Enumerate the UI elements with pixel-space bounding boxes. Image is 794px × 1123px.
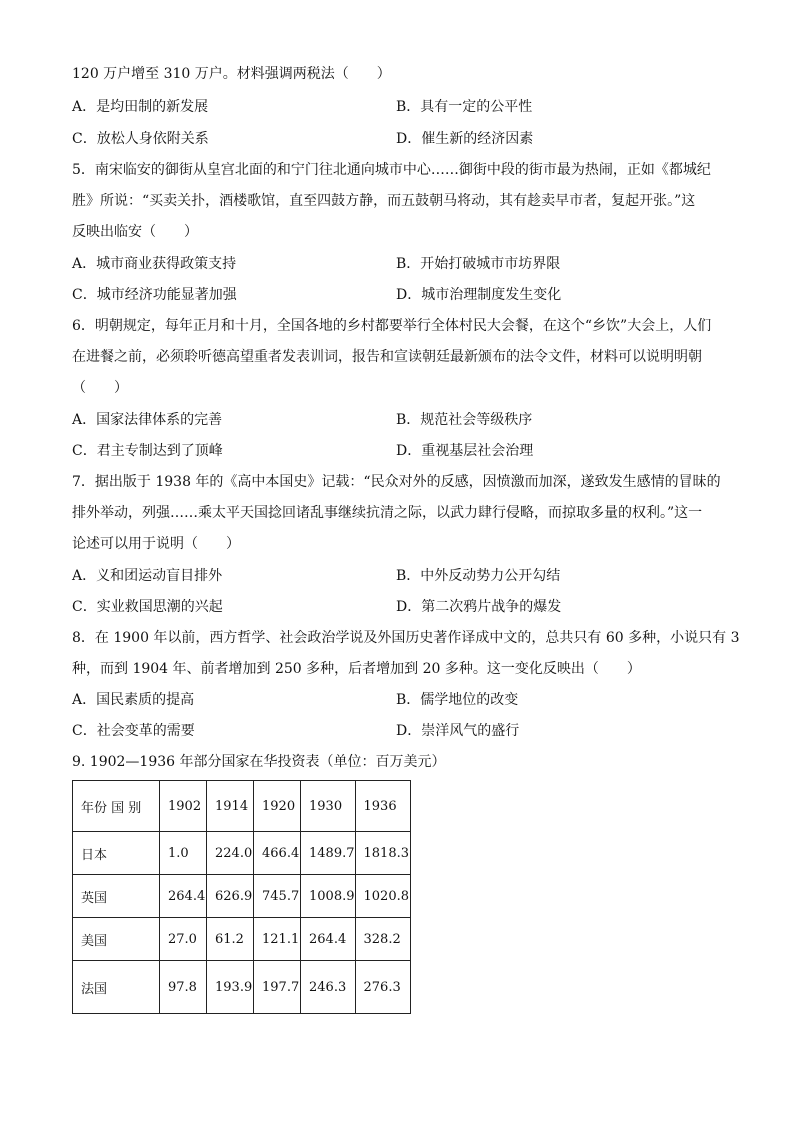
table-row [73, 832, 411, 875]
q4-stem: 120 万户增至 310 万户。材料强调两税法（ ） [72, 66, 391, 82]
q7-stem-line-1: 7．据出版于 1938 年的《高中本国史》记载：“民众对外的反感，因愤激而加深，遂致发生感情的冒昧的 [72, 474, 721, 490]
q8-option-a: A．国民素质的提高 [72, 692, 195, 708]
table-cell: 97.8 [160, 961, 207, 1014]
table-cell: 61.2 [207, 918, 254, 961]
q6-option-d: D．重视基层社会治理 [396, 443, 534, 459]
table-header-cell: 1920 [254, 781, 301, 832]
table-cell: 1008.9 [301, 875, 356, 918]
q5-stem-line-3: 反映出临安（ ） [72, 224, 198, 240]
q4-option-c: C．放松人身依附关系 [72, 131, 209, 147]
q6-stem-line-3: （ ） [72, 380, 128, 396]
table-header-cell: 1936 [355, 781, 410, 832]
q7-option-c: C．实业救国思潮的兴起 [72, 599, 223, 615]
q8-option-d: D．崇洋风气的盛行 [396, 723, 520, 739]
q4-option-d: D．催生新的经济因素 [396, 131, 534, 147]
table-cell: 626.9 [207, 875, 254, 918]
q6-option-b: B．规范社会等级秩序 [396, 412, 533, 428]
investment-table [72, 780, 411, 1014]
table-cell: 264.4 [160, 875, 207, 918]
table-header-cell: 年份 国 别 [73, 781, 160, 832]
table-cell: 264.4 [301, 918, 356, 961]
q6-stem-line-1: 6．明朝规定，每年正月和十月，全国各地的乡村都要举行全体村民大会餐，在这个“乡饮”大会上，人们 [72, 318, 712, 334]
table-cell: 法国 [73, 961, 160, 1014]
q5-option-c: C．城市经济功能显著加强 [72, 287, 237, 303]
q4-option-b: B．具有一定的公平性 [396, 99, 533, 115]
q7-stem-line-3: 论述可以用于说明（ ） [72, 536, 240, 552]
table-cell: 27.0 [160, 918, 207, 961]
table-cell: 224.0 [207, 832, 254, 875]
q7-option-d: D．第二次鸦片战争的爆发 [396, 599, 562, 615]
table-cell: 246.3 [301, 961, 356, 1014]
table-header-cell: 1930 [301, 781, 356, 832]
q5-option-d: D．城市治理制度发生变化 [396, 287, 562, 303]
q7-option-a: A．义和团运动盲目排外 [72, 568, 223, 584]
q8-option-c: C．社会变革的需要 [72, 723, 195, 739]
table-cell: 328.2 [355, 918, 410, 961]
table-cell: 英国 [73, 875, 160, 918]
table-row [73, 875, 411, 918]
table-row [73, 918, 411, 961]
table-cell: 1.0 [160, 832, 207, 875]
q8-option-b: B．儒学地位的改变 [396, 692, 519, 708]
q9-stem: 9. 1902—1936 年部分国家在华投资表（单位：百万美元） [72, 754, 446, 770]
table-header-cell: 1902 [160, 781, 207, 832]
q8-stem-line-2: 种，而到 1904 年、前者增加到 250 多种，后者增加到 20 多种。这一变化反映出（ ） [72, 661, 641, 677]
q7-stem-line-2: 排外举动，列强……乘太平天国捻回诸乱事继续抗清之际，以武力肆行侵略，而掠取多量的权利。”这一 [72, 505, 703, 521]
table-cell: 745.7 [254, 875, 301, 918]
q8-stem-line-1: 8．在 1900 年以前，西方哲学、社会政治学说及外国历史著作译成中文的，总共只有 60 多种，小说只有 3 [72, 630, 740, 646]
table-cell: 193.9 [207, 961, 254, 1014]
table-cell: 466.4 [254, 832, 301, 875]
q5-option-a: A．城市商业获得政策支持 [72, 256, 237, 272]
table-cell: 美国 [73, 918, 160, 961]
table-row [73, 961, 411, 1014]
q6-option-a: A．国家法律体系的完善 [72, 412, 223, 428]
q4-option-a: A．是均田制的新发展 [72, 99, 209, 115]
q7-option-b: B．中外反动势力公开勾结 [396, 568, 561, 584]
q5-option-b: B．开始打破城市市坊界限 [396, 256, 561, 272]
q6-option-c: C．君主专制达到了顶峰 [72, 443, 223, 459]
q5-stem-line-1: 5．南宋临安的御街从皇宫北面的和宁门往北通向城市中心……御街中段的街市最为热闹，正如《都城纪 [72, 162, 711, 178]
table-cell: 197.7 [254, 961, 301, 1014]
q5-stem-line-2: 胜》所说：“买卖关扑，酒楼歌馆，直至四鼓方静，而五鼓朝马将动，其有趁卖早市者，复起开张。”这 [72, 193, 696, 209]
table-header-row [73, 781, 411, 832]
table-cell: 276.3 [355, 961, 410, 1014]
table-header-cell: 1914 [207, 781, 254, 832]
table-cell: 1818.3 [355, 832, 410, 875]
table-cell: 1489.7 [301, 832, 356, 875]
table-cell: 日本 [73, 832, 160, 875]
q6-stem-line-2: 在进餐之前，必须聆听德高望重者发表训词，报告和宣读朝廷最新颁布的法令文件，材料可以说明明朝 [72, 349, 702, 365]
table-cell: 121.1 [254, 918, 301, 961]
table-cell: 1020.8 [355, 875, 410, 918]
